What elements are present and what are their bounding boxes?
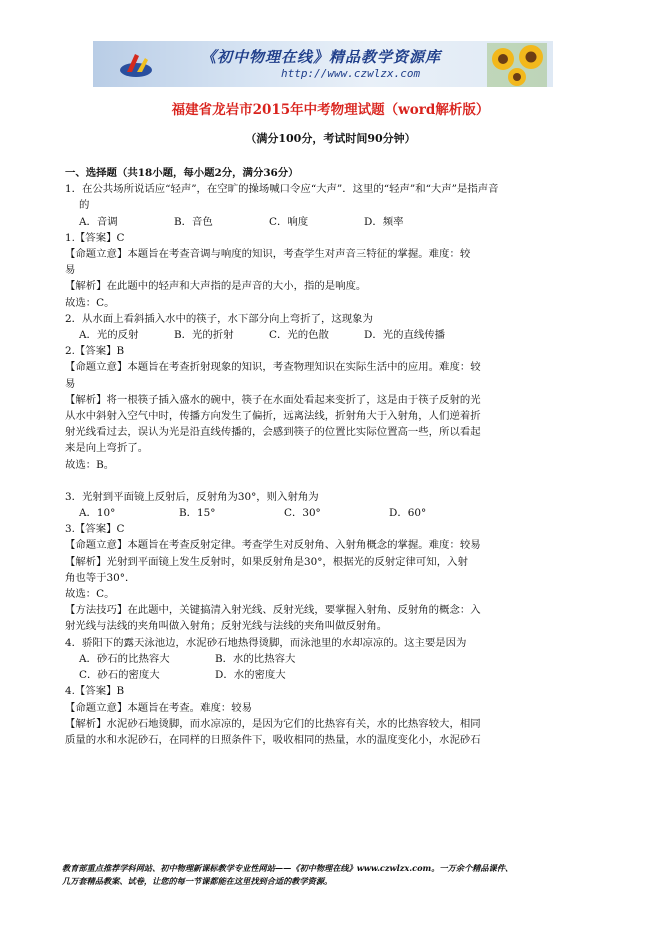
q4-option-d: D．水的密度大 [215, 669, 286, 682]
q2-intent: 【命题立意】本题旨在考查折射现象的知识，考查物理知识在实际生活中的应用。难度：较 [65, 361, 481, 374]
footer-line: 教育部重点推荐学科网站、初中物理新课标教学专业性网站——《初中物理在线》www.czwlzx.com。一万余个精品课件、 [62, 863, 514, 873]
q4-option-a: A．砂石的比热容大 [79, 652, 170, 665]
q2-option-c: C．光的色散 [269, 329, 329, 342]
document-subtitle: （满分100分，考试时间90分钟） [245, 132, 416, 145]
q4-options [65, 667, 535, 683]
q4-stem: 4．骄阳下的露天泳池边，水泥砂石地热得烫脚，而泳池里的水却凉凉的。这主要是因为 [65, 636, 467, 649]
banner-title: 《初中物理在线》精品教学资源库 [201, 48, 442, 66]
q3-option-c: C．30° [284, 507, 321, 520]
q1-conclusion: 故选：C。 [65, 296, 115, 309]
banner-url: http://www.czwlzx.com [281, 67, 421, 80]
footer-line: 几万套精品教案、试卷，让您的每一节课都能在这里找到合适的教学资源。 [62, 876, 333, 886]
q3-option-d: D．60° [389, 507, 427, 520]
q2-option-d: D．光的直线传播 [364, 329, 446, 342]
section-heading: 一、选择题（共18小题，每小题2分，满分36分） [65, 167, 299, 179]
q1-option-c: C．响度 [269, 215, 309, 228]
q3-answer: 3.【答案】C [65, 523, 125, 536]
header-banner [93, 41, 553, 87]
q4-intent: 【命题立意】本题旨在考查。难度：较易 [65, 701, 253, 714]
q4-option-b: B．水的比热容大 [215, 652, 296, 665]
q1-option-b: B．音色 [174, 215, 213, 228]
q2-analysis-cont: 来是向上弯折了。 [65, 442, 149, 455]
q1-option-a: A．音调 [79, 215, 118, 228]
q3-stem: 3．光射到平面镜上反射后，反射角为30°，则入射角为 [65, 490, 319, 503]
spacer [65, 473, 535, 489]
q1-option-d: D．频率 [364, 215, 404, 228]
q2-options [65, 327, 535, 343]
q3-option-a: A．10° [79, 507, 116, 520]
page-footer [62, 862, 622, 888]
q4-options [65, 651, 535, 667]
q4-analysis-cont: 质量的水和水泥砂石，在同样的日照条件下，吸收相同的热量，水的温度变化小，水泥砂石 [65, 733, 481, 746]
q1-stem: 1．在公共场所说话应“轻声”，在空旷的操场喊口令应“大声”．这里的“轻声”和“大声”是指声音 [65, 183, 499, 196]
q1-analysis: 【解析】在此题中的轻声和大声指的是声音的大小，指的是响度。 [65, 280, 367, 293]
q4-answer: 4.【答案】B [65, 685, 125, 698]
q2-intent-cont: 易 [65, 377, 76, 390]
q2-analysis: 【解析】将一根筷子插入盛水的碗中，筷子在水面处看起来变折了，这是由于筷子反射的光 [65, 393, 481, 406]
sunflower-image-icon [487, 43, 547, 87]
q2-option-a: A．光的反射 [79, 329, 139, 342]
q3-tip-cont: 射光线与法线的夹角叫做入射角；反射光线与法线的夹角叫做反射角。 [65, 620, 388, 633]
q2-conclusion: 故选：B。 [65, 458, 115, 471]
q1-options [65, 214, 535, 230]
q4-option-c: C．砂石的密度大 [79, 669, 160, 682]
q1-answer: 1.【答案】C [65, 231, 125, 244]
q3-tip: 【方法技巧】在此题中，关键搞清入射光线、反射光线，要掌握入射角、反射角的概念：入 [65, 604, 481, 617]
q2-option-b: B．光的折射 [174, 329, 234, 342]
q2-answer: 2.【答案】B [65, 345, 125, 358]
q3-conclusion: 故选：C。 [65, 588, 115, 601]
q2-stem: 2．从水面上看斜插入水中的筷子，水下部分向上弯折了，这现象为 [65, 312, 373, 325]
q2-analysis-cont: 射光线看过去，误认为光是沿直线传播的，会感到筷子的位置比实际位置高一些，所以看起 [65, 426, 481, 439]
czwlzx-logo-icon [119, 50, 153, 80]
q1-intent-cont: 易 [65, 264, 76, 277]
document-body [65, 165, 535, 748]
q3-analysis-cont: 角也等于30°． [65, 571, 136, 584]
q3-option-b: B．15° [179, 507, 216, 520]
q1-intent: 【命题立意】本题旨在考查音调与响度的知识，考查学生对声音三特征的掌握。难度：较 [65, 248, 471, 261]
q3-intent: 【命题立意】本题旨在考查反射定律。考查学生对反射角、入射角概念的掌握。难度：较易 [65, 539, 481, 552]
document-title: 福建省龙岩市2015年中考物理试题（word解析版） [171, 102, 490, 118]
q3-options [65, 505, 535, 521]
q2-analysis-cont: 从水中斜射入空气中时，传播方向发生了偏折，远离法线，折射角大于入射角，人们逆着折 [65, 410, 481, 423]
q3-analysis: 【解析】光射到平面镜上发生反射时，如果反射角是30°，根据光的反射定律可知，入射 [65, 555, 468, 568]
q1-stem-cont: 的 [79, 199, 90, 212]
q4-analysis: 【解析】水泥砂石地烫脚，而水凉凉的，是因为它们的比热容有关，水的比热容较大，相同 [65, 717, 481, 730]
